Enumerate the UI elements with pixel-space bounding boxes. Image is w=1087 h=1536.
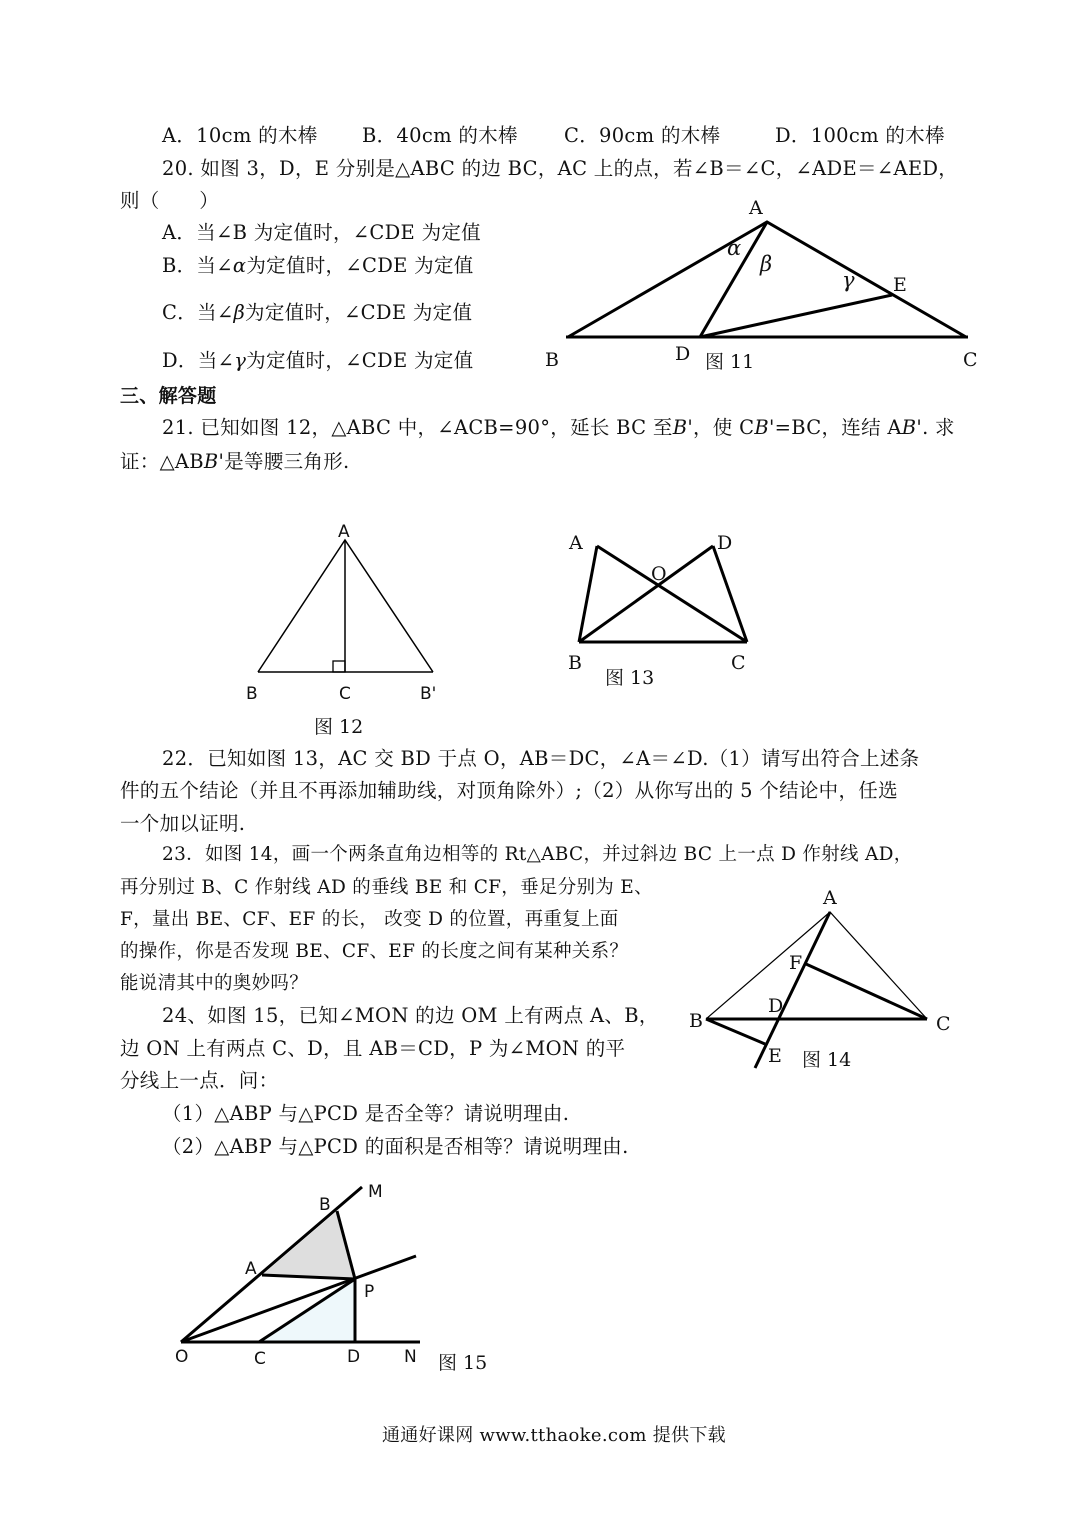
q21-bprime-3: B'	[901, 416, 923, 439]
q24-part1: （1）△ABP 与△PCD 是否全等？请说明理由.	[162, 1102, 570, 1125]
q22-line1: 22．已知如图 13，AC 交 BD 于点 O，AB＝DC，∠A＝∠D.（1）请写出符合上述条	[162, 747, 920, 770]
q21-text-1: 21. 已知如图 12，△ABC 中，∠ACB=90°，延长 BC 至	[162, 416, 673, 439]
q20-option-b-prefix: B．当∠	[162, 254, 233, 277]
fig15-label-c: C	[254, 1349, 266, 1369]
fig14-label-a: A	[823, 887, 837, 909]
fig15-label-b: B	[319, 1195, 331, 1215]
fig14-label-d: D	[768, 995, 784, 1017]
fig13-label-d: D	[717, 532, 733, 554]
fig14-label-e: E	[768, 1045, 782, 1067]
fig11-label-e: E	[893, 274, 907, 296]
fig11-angle-gamma: γ	[842, 268, 855, 292]
q21-text-2: ，使 C	[693, 416, 755, 439]
q20-stem-line1: 20. 如图 3，D，E 分别是△ABC 的边 BC，AC 上的点，若∠B＝∠C，∠ADE＝∠AED，	[162, 157, 959, 180]
fig11-label-a: A	[749, 197, 763, 219]
q21-text-4: . 求	[922, 416, 955, 439]
q21-bprime-4: B'	[203, 450, 225, 473]
q19-option-d: D．100cm 的木棒	[775, 124, 945, 147]
q22-line2: 件的五个结论（并且不再添加辅助线，对顶角除外）;（2）从你写出的 5 个结论中，任选	[120, 779, 898, 802]
fig14-label-b: B	[689, 1010, 703, 1032]
fig11-label-d: D	[675, 343, 691, 365]
fig11-label-c: C	[963, 349, 978, 371]
q20-option-d-suffix: 为定值时，∠CDE 为定值	[246, 349, 474, 372]
q20-stem-line2: 则（ ）	[120, 189, 220, 212]
q21-bprime-1: B'	[672, 416, 693, 439]
q21-text-3: =BC，连结 A	[774, 416, 902, 439]
fig11-label-b: B	[545, 349, 559, 371]
fig12-label-bprime: B'	[420, 684, 437, 704]
q24-part2: （2）△ABP 与△PCD 的面积是否相等？请说明理由.	[162, 1135, 629, 1158]
q20-option-c-suffix: 为定值时，∠CDE 为定值	[245, 301, 473, 324]
gamma-symbol: γ	[234, 349, 247, 372]
fig15-caption: 图 15	[438, 1352, 488, 1374]
section-title: 三、解答题	[120, 385, 217, 407]
fig15-label-p: P	[364, 1282, 375, 1302]
q21-text-6: 是等腰三角形.	[224, 450, 350, 473]
fig15-label-d: D	[347, 1347, 361, 1367]
fig12-label-b: B	[246, 684, 258, 704]
fig11-angle-beta: β	[760, 252, 773, 276]
alpha-symbol: α	[232, 254, 247, 277]
q22-line3: 一个加以证明.	[120, 812, 246, 835]
fig13-label-a: A	[569, 532, 583, 554]
fig14-label-f: F	[789, 952, 803, 974]
q20-option-c-prefix: C．当∠	[162, 301, 234, 324]
fig12-label-c: C	[339, 684, 351, 704]
fig15-label-a: A	[245, 1259, 257, 1279]
fig14-caption: 图 14	[802, 1049, 852, 1071]
q19-option-a: A．10cm 的木棒	[162, 124, 318, 147]
q21-bprime-2: B'	[754, 416, 775, 439]
fig12-label-a: A	[338, 522, 350, 542]
fig12-caption: 图 12	[314, 716, 364, 738]
fig13-label-c: C	[731, 652, 746, 674]
q23-line3: F，量出 BE、CF、EF 的长， 改变 D 的位置，再重复上面	[120, 909, 619, 930]
fig11-caption: 图 11	[705, 351, 755, 373]
q20-option-a: A．当∠B 为定值时，∠CDE 为定值	[162, 221, 481, 244]
fig11-angle-alpha: α	[727, 236, 742, 260]
footer-text: 通通好课网 www.tthaoke.com 提供下载	[382, 1425, 726, 1446]
q23-line5: 能说清其中的奥妙吗？	[120, 973, 309, 994]
fig13-label-o: O	[651, 563, 667, 585]
q23-line4: 的操作，你是否发现 BE、CF、EF 的长度之间有某种关系？	[120, 941, 629, 962]
fig15-label-m: M	[368, 1182, 383, 1202]
q24-line1: 24、如图 15，已知∠MON 的边 OM 上有两点 A、B，	[162, 1004, 659, 1027]
q20-option-b-suffix: 为定值时，∠CDE 为定值	[246, 254, 474, 277]
fig13-label-b: B	[568, 652, 582, 674]
q19-option-c: C．90cm 的木棒	[564, 124, 721, 147]
q23-line1: 23．如图 14，画一个两条直角边相等的 Rt△ABC，并过斜边 BC 上一点 D 作射线 AD，	[162, 844, 913, 865]
q24-line2: 边 ON 上有两点 C、D，且 AB＝CD，P 为∠MON 的平	[120, 1037, 626, 1060]
q21-text-5: 证：△AB	[120, 450, 204, 473]
beta-symbol: β	[233, 301, 246, 324]
fig13-caption: 图 13	[605, 667, 655, 689]
fig15-label-o: O	[175, 1347, 189, 1367]
fig15-label-n: N	[404, 1347, 417, 1367]
q24-line3: 分线上一点．问：	[120, 1069, 279, 1092]
fig14-label-c: C	[936, 1013, 951, 1035]
q19-option-b: B．40cm 的木棒	[362, 124, 518, 147]
q20-option-d-prefix: D．当∠	[162, 349, 235, 372]
q23-line2: 再分别过 B、C 作射线 AD 的垂线 BE 和 CF，垂足分别为 E、	[120, 877, 653, 898]
